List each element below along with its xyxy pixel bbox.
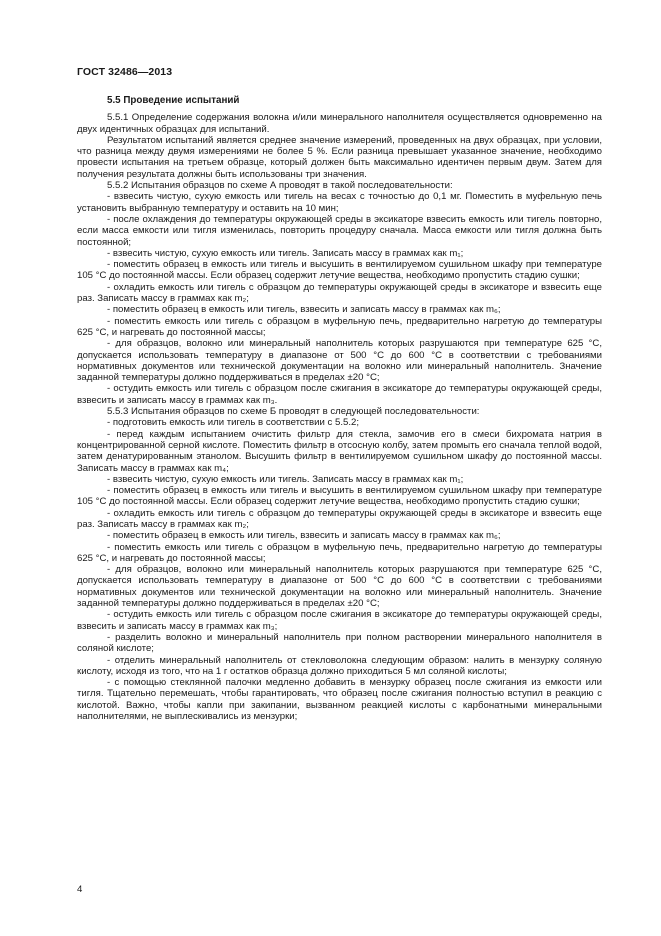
list-item: - поместить образец в емкость или тигель, взвесить и записать массу в граммах как m₆;: [107, 304, 501, 316]
list-item: - поместить образец в емкость или тигель и высушить в вентилируемом сушильном шкафу при температуре 105 °С до постоянной массы. Если образец содержит летучие вещества, необходимо пропустить стадию сушки;: [77, 259, 602, 282]
list-item: - остудить емкость или тигель с образцом после сжигания в эксикаторе до температуры окружающей среды, взвесить и записать массу в граммах как m₃;: [77, 609, 602, 632]
list-item: - взвесить чистую, сухую емкость или тигель. Записать массу в граммах как m₁;: [107, 473, 464, 485]
document-body: [77, 95, 602, 722]
section-title: 5.5 Проведение испытаний: [107, 95, 240, 106]
list-item: - поместить емкость или тигель с образцом в муфельную печь, предварительно нагретую до температуры 625 °С, и нагревать до постоянной массы;: [77, 541, 602, 564]
list-item: - поместить образец в емкость или тигель и высушить в вентилируемом сушильном шкафу при температуре 105 °С до постоянной массы. Если образец содержит летучие вещества, необходимо пропустить стадию сушки;: [77, 485, 602, 508]
list-item: - взвесить чистую, сухую емкость или тигель. Записать массу в граммах как m₁;: [107, 247, 464, 259]
list-item: - для образцов, волокно или минеральный наполнитель которых разрушаются при температуре 625 °С, допускается использовать температуру в диапазоне от 500 °С до 600 °С в соответствии с требованиями нормативных документов или технической документации на волокно или минеральный наполнитель. Значение заданной температуры должно поддерживаться в пределах ±20 °С;: [77, 338, 602, 384]
list-item: - охладить емкость или тигель с образцом до температуры окружающей среды в эксикаторе и взвесить еще раз. Записать массу в граммах как m₂;: [77, 507, 602, 530]
page-number: 4: [77, 884, 83, 895]
list-item: - подготовить емкость или тигель в соответствии с 5.5.2;: [107, 417, 360, 429]
list-item: - охладить емкость или тигель с образцом до температуры окружающей среды в эксикаторе и взвесить еще раз. Записать массу в граммах как m₂;: [77, 281, 602, 305]
list-item: - с помощью стеклянной палочки медленно добавить в мензурку образец после сжигания из емкости или тигля. Тщательно перемешать, чтобы гарантировать, что образец после сжигания полностью вступил в реакцию с кислотой. Важно, чтобы капли при закипании, вызванном реакцией кислоты с карбонатными минеральными наполнителями, не выплескивались из мензурки;: [77, 677, 602, 723]
list-item: - для образцов, волокно или минеральный наполнитель которых разрушаются при температуре 625 °С, допускается использовать температуру в диапазоне от 500 °С до 600 °С в соответствии с требованиями нормативных документов или технической документации на волокно или минеральный наполнитель. Значение заданной температуры должно поддерживаться в пределах ±20 °С;: [77, 564, 602, 610]
paragraph: Результатом испытаний является среднее значение измерений, проведенных на двух образцах, при условии, что разница между двумя измерениями не более 5 %. Если разница превышает указанное значение, необходимо провести испытания на третьем образце, который должен быть максимально идентичен первым двум. Затем для получения результата должны быть использованы три значения.: [77, 134, 602, 180]
list-item: - поместить емкость или тигель с образцом в муфельную печь, предварительно нагретую до температуры 625 °С, и нагревать до постоянной массы;: [77, 315, 602, 338]
paragraph: 5.5.2 Испытания образцов по схеме А проводят в такой последовательности:: [107, 180, 453, 192]
list-item: - отделить минеральный наполнитель от стекловолокна следующим образом: налить в мензурку соляную кислоту, исходя из того, что на 1 г остатков образца должно приходиться 5 мл соляной кислоты;: [77, 654, 602, 677]
list-item: - поместить образец в емкость или тигель, взвесить и записать массу в граммах как m₆;: [107, 530, 501, 542]
list-item: - взвесить чистую, сухую емкость или тигель на весах с точностью до 0,1 мг. Поместить в муфельную печь установить выбранную температуру и оставить на 10 мин;: [77, 191, 602, 214]
list-item: - перед каждым испытанием очистить фильтр для стекла, замочив его в смеси бихромата натрия в концентрированной серной кислоте. Поместить фильтр в отсосную колбу, затем промыть его сначала теплой водой, затем денатурированным этанолом. Высушить фильтр в вентилируемом сушильном шкафу до постоянной массы. Записать массу в граммах как m₄;: [77, 428, 602, 474]
document-header: ГОСТ 32486—2013: [77, 66, 173, 78]
list-item: - разделить волокно и минеральный наполнитель при полном растворении минерального наполнителя в соляной кислоте;: [77, 631, 602, 655]
list-item: - после охлаждения до температуры окружающей среды в эксикаторе взвесить емкость или тигель повторно, если масса емкости или тигля изменилась, повторить процедуру сначала. Масса емкости или тигля должна быть постоянной;: [77, 213, 602, 248]
list-item: - остудить емкость или тигель с образцом после сжигания в эксикаторе до температуры окружающей среды, взвесить и записать массу в граммах как m₃.: [77, 383, 602, 406]
paragraph: 5.5.1 Определение содержания волокна и/или минерального наполнителя осуществляется одновременно на двух идентичных образцах для испытаний.: [77, 112, 602, 135]
paragraph: 5.5.3 Испытания образцов по схеме Б проводят в следующей последовательности:: [107, 406, 480, 418]
